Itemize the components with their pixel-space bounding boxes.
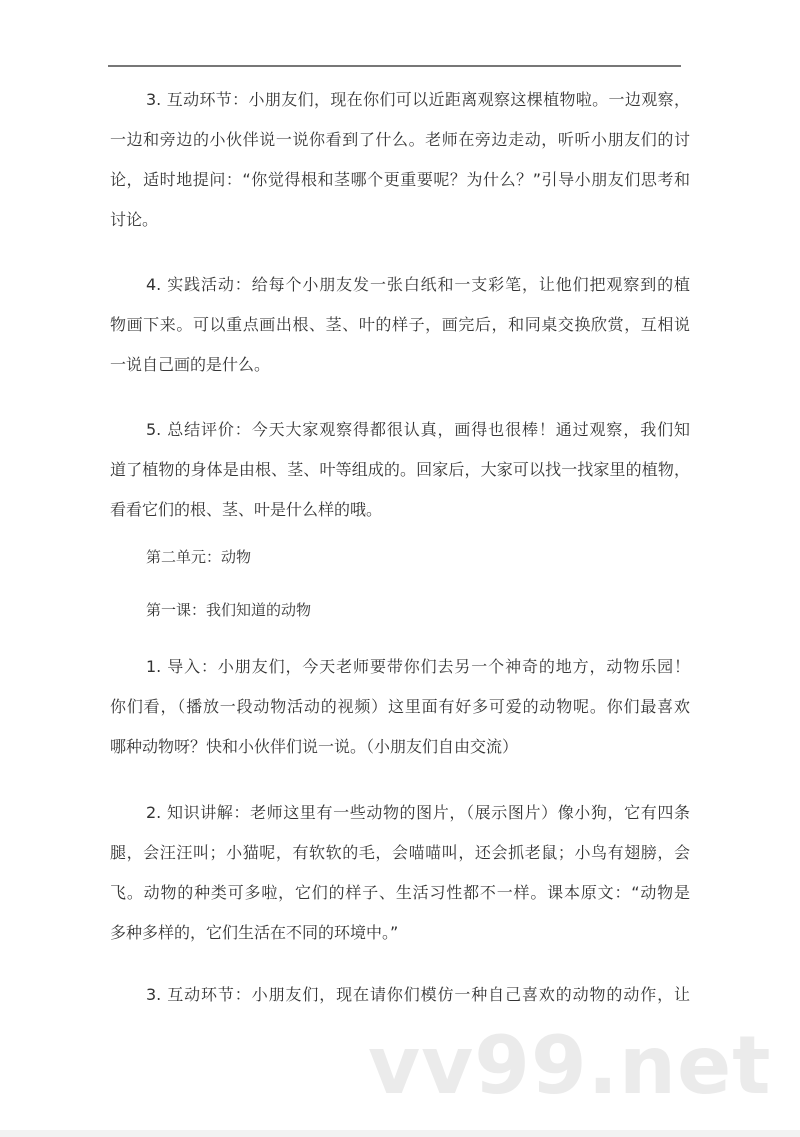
paragraph-line: 看看它们的根、茎、叶是什么样的哦。 xyxy=(110,500,383,519)
paragraph-line: 哪种动物呀？快和小伙伴们说一说。（小朋友们自由交流） xyxy=(110,737,519,756)
paragraph-line: 3. 互动环节：小朋友们，现在你们可以近距离观察这棵植物啦。一边观察， xyxy=(146,90,690,109)
paragraph-line: 一边和旁边的小伙伴说一说你看到了什么。老师在旁边走动，听听小朋友们的讨 xyxy=(110,130,690,149)
paragraph-line: 4. 实践活动：给每个小朋友发一张白纸和一支彩笔，让他们把观察到的植 xyxy=(146,275,690,294)
paragraph xyxy=(110,410,690,530)
paragraph xyxy=(110,80,690,240)
paragraph xyxy=(110,265,690,385)
paragraph-line: 3. 互动环节：小朋友们，现在请你们模仿一种自己喜欢的动物的动作，让 xyxy=(146,985,690,1004)
paragraph-line: 1. 导入：小朋友们，今天老师要带你们去另一个神奇的地方，动物乐园！ xyxy=(146,657,690,676)
paragraph xyxy=(110,647,690,767)
paragraph-line: 多种多样的，它们生活在不同的环境中。” xyxy=(110,923,399,942)
paragraph xyxy=(110,975,690,1015)
watermark: vv99.net xyxy=(368,1019,772,1112)
paragraph-line: 论，适时地提问：“你觉得根和茎哪个更重要呢？为什么？”引导小朋友们思考和 xyxy=(110,170,690,189)
page-bottom-edge xyxy=(0,1130,800,1137)
paragraph-line: 一说自己画的是什么。 xyxy=(110,355,271,374)
paragraph-line: 腿，会汪汪叫；小猫呢，有软软的毛，会喵喵叫，还会抓老鼠；小鸟有翅膀，会 xyxy=(110,843,690,862)
header-rule xyxy=(108,65,681,67)
lesson-heading: 第一课：我们知道的动物 xyxy=(146,601,312,619)
unit-heading: 第二单元：动物 xyxy=(146,548,252,566)
paragraph-line: 你们看，（播放一段动物活动的视频）这里面有好多可爱的动物呢。你们最喜欢 xyxy=(110,697,690,716)
paragraph-line: 2. 知识讲解：老师这里有一些动物的图片，（展示图片）像小狗，它有四条 xyxy=(146,803,690,822)
paragraph-line: 飞。动物的种类可多啦，它们的样子、生活习性都不一样。课本原文：“动物是 xyxy=(110,883,690,902)
paragraph-line: 物画下来。可以重点画出根、茎、叶的样子，画完后，和同桌交换欣赏，互相说 xyxy=(110,315,690,334)
paragraph-line: 道了植物的身体是由根、茎、叶等组成的。回家后，大家可以找一找家里的植物， xyxy=(110,460,690,479)
paragraph-line: 5. 总结评价：今天大家观察得都很认真，画得也很棒！通过观察，我们知 xyxy=(146,420,690,439)
paragraph xyxy=(110,793,690,953)
paragraph-line: 讨论。 xyxy=(110,210,159,229)
